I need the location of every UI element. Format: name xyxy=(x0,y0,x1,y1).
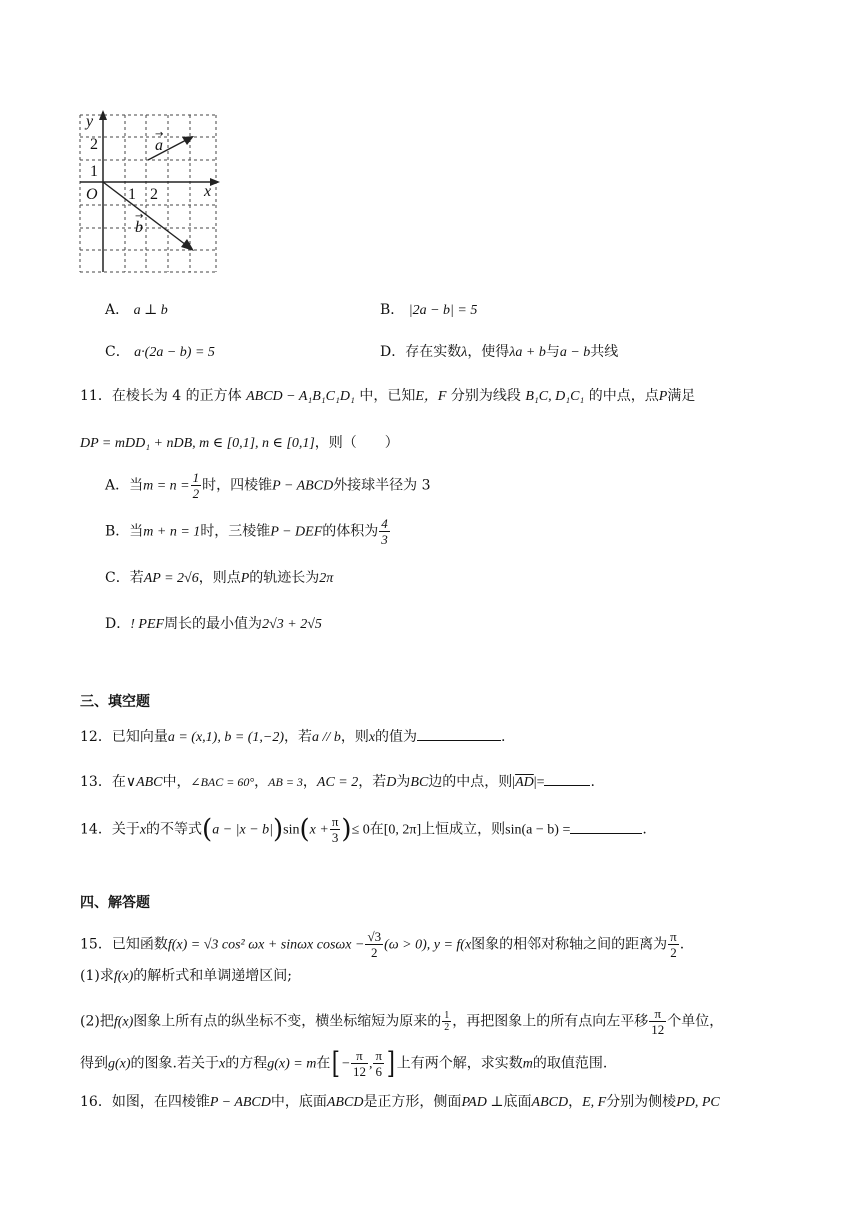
vector-a-label: a xyxy=(155,137,163,154)
q14-answer-blank[interactable] xyxy=(570,819,642,834)
tick-x1: 1 xyxy=(128,186,136,203)
q10-option-a: A． a ⊥ b xyxy=(105,302,168,318)
section-solutions-title: 四、解答题 xyxy=(80,895,150,911)
vector-b-label: b xyxy=(135,219,143,236)
vector-b-arrow xyxy=(103,182,190,248)
tick-y1: 1 xyxy=(90,163,98,180)
q14: 14．关于x的不等式(a − |x − b|)sin(x + $\frac{\pi}{3}$ )≤ 0在[0, 2π]上恒成立，则sin(a − b) = . xyxy=(80,814,647,845)
q10-option-b: B． |2a − b| = 5 xyxy=(380,302,478,318)
q15-part2-cont: 得到g(x)的图象.若关于x的方程g(x) = m在[ − $\frac{\pi}{12}$ , $\frac{\pi}{6}$ ] 上有两个解，求实数m的取值范围. xyxy=(80,1045,608,1081)
y-axis-label: y xyxy=(86,113,94,130)
q15-part1: (1)求f(x)的解析式和单调递增区间; xyxy=(80,968,292,984)
q11-option-b: B．当m + n = 1时，三棱锥P − DEF的体积为 $\frac{4}{3}$ xyxy=(105,516,388,547)
q15-part2: (2)把f(x)图象上所有点的纵坐标不变，横坐标缩短为原来的 $\frac{1}{2}$ ，再把图象上的所有点向左平移 $\frac{\pi}{12}$ 个单位， xyxy=(80,1006,724,1037)
section-fill-in-title: 三、填空题 xyxy=(80,694,150,710)
q11-stem-line2: DP = mDD₁ + nDB, m ∈ [0,1], n ∈ [0,1]，则（ ） xyxy=(80,435,399,451)
vector-grid-figure xyxy=(78,110,224,278)
q12: 12．已知向量a = (x,1), b = (1,−2)，若a // b，则x的值为 . xyxy=(80,726,506,748)
origin-label: O xyxy=(86,186,98,203)
q16-stem: 16．如图，在四棱锥P − ABCD中，底面ABCD是正方形，侧面PAD ⊥底面ABCD，E, F分别为侧棱PD, PC xyxy=(80,1094,720,1110)
q11-option-d: D．! PEF周长的最小值为2√3 + 2√5 xyxy=(105,616,322,632)
q13-answer-blank[interactable] xyxy=(544,771,590,786)
q10-option-c: C． a·(2a − b) = 5 xyxy=(105,344,215,360)
q15-stem: 15．已知函数f(x) = √3 cos² ωx + sinωx cosωx − $\frac{√3}{2}$ (ω > 0), y = f(x图象的相邻对称轴之间的距离为 $\frac{\pi}{2}$ . xyxy=(80,929,685,960)
q13: 13．在∨ABC中，∠BAC = 60°，AB = 3，AC = 2，若D为BC边的中点，则$|\overline{AD}|=$ . xyxy=(80,771,595,793)
tick-y2: 2 xyxy=(90,136,98,153)
tick-x2: 2 xyxy=(150,186,158,203)
svg-text:→: → xyxy=(155,129,164,140)
q11-option-a: A．当m = n = $\frac{1}{2}$ 时，四棱锥P − ABCD外接球半径为 3 xyxy=(105,470,431,501)
q12-answer-blank[interactable] xyxy=(417,726,501,741)
q11-stem-line1: 11．在棱长为 4 的正方体 ABCD − A₁B₁C₁D₁ 中，已知E，F 分别为线段 B₁C, D₁C₁ 的中点，点P满足 xyxy=(80,388,696,404)
q11-option-c: C．若AP = 2√6，则点P的轨迹长为2π xyxy=(105,570,334,586)
q10-option-d: D．存在实数λ，使得λa + b与a − b共线 xyxy=(380,344,619,360)
svg-text:→: → xyxy=(135,211,144,222)
x-axis-label: x xyxy=(204,183,212,200)
